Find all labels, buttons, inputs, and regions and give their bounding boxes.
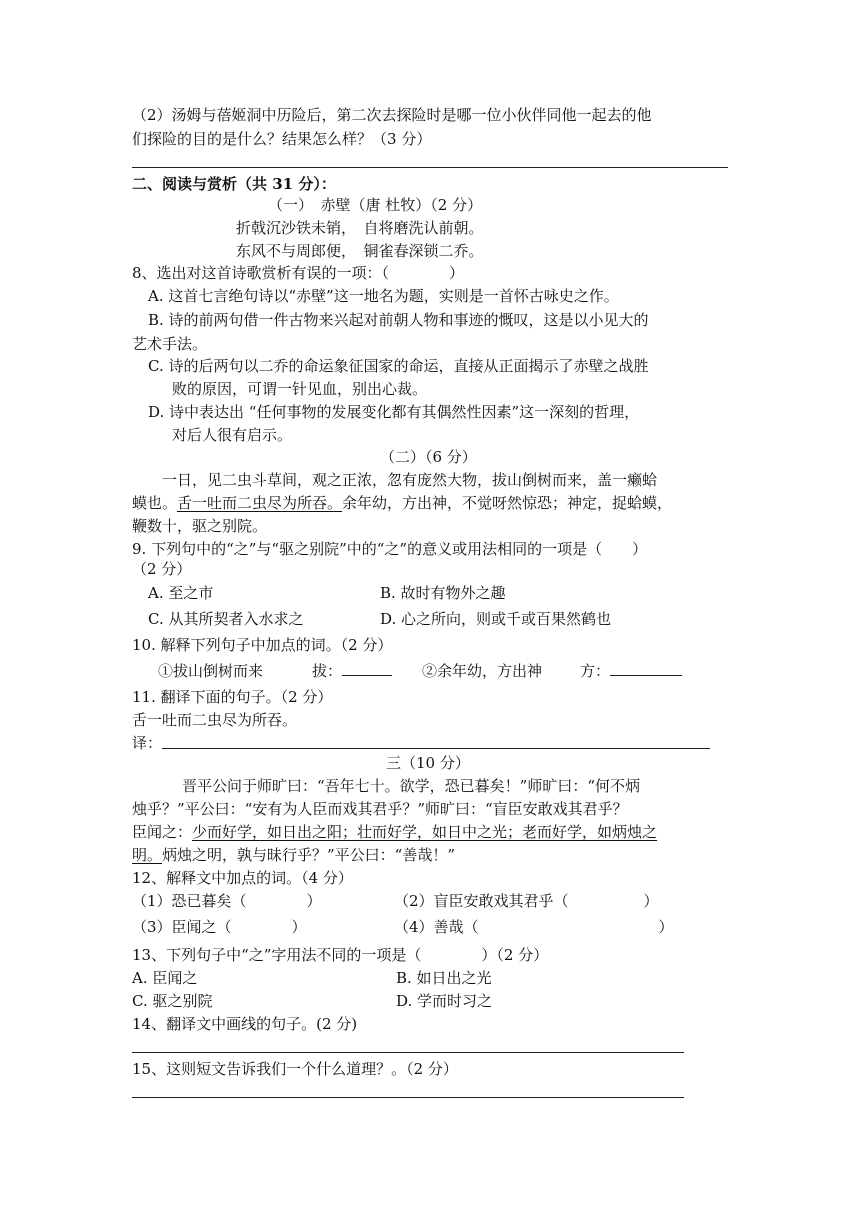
poem-title: （一） 赤壁（唐 杜牧）（2 分） (268, 196, 483, 214)
q10-item-1-answer (312, 660, 392, 682)
q8-option-a: A. 这首七言绝句诗以“赤壁”这一地名为题，实则是一首怀古咏史之作。 (148, 287, 619, 305)
part2-para-1: 一日，见二虫斗草间，观之正浓，忽有庞然大物，拔山倒树而来，盖一癞蛤 (162, 471, 658, 489)
q11-answer-label: 译： (132, 734, 163, 752)
answer-line[interactable] (132, 1097, 684, 1098)
underlined-sentence: 明。 (132, 846, 163, 864)
q12-item-1: （1）恐已暮矣（ ） (132, 892, 322, 910)
q7-2-line1: （2）汤姆与蓓姬洞中历险后，第二次去探险时是哪一位小伙伴同他一起去的他 (132, 106, 652, 124)
answer-line[interactable] (132, 1052, 684, 1053)
q13-option-c: C. 驱之别院 (132, 992, 213, 1010)
part2-para-3: 鞭数十，驱之别院。 (132, 517, 268, 535)
q8-option-c: C. 诗的后两句以二乔的命运象征国家的命运，直接从正面揭示了赤壁之战胜 (148, 357, 649, 375)
q10-stem: 10. 解释下列句子中加点的词。（2 分） (132, 636, 393, 654)
answer-blank[interactable] (342, 661, 392, 676)
q12-item-4: （4）善哉（ ） (394, 918, 674, 936)
q10-item-2-answer (580, 660, 682, 682)
q12-item-2: （2）盲臣安敢戏其君乎（ ） (394, 892, 659, 910)
underlined-sentence: 少而好学，如日出之阳；壮而好学，如日中之光；老而好学，如炳烛之 (192, 823, 658, 841)
q7-2-line2: 们探险的目的是什么？结果怎么样？（3 分） (132, 130, 432, 148)
part3-text: 臣闻之： (132, 823, 193, 841)
q13-option-a: A. 臣闻之 (132, 969, 198, 987)
q12-stem: 12、解释文中加点的词。（4 分） (132, 869, 353, 887)
q14-stem: 14、翻译文中画线的句子。(2 分) (132, 1015, 358, 1033)
q13-option-d: D. 学而时习之 (396, 992, 493, 1010)
q8-option-b: B. 诗的前两句借一件古物来兴起对前朝人物和事迹的慨叹，这是以小见大的 (148, 311, 649, 329)
part3-para-1: 晋平公问于师旷曰：“吾年七十。欲学，恐已暮矣！”师旷曰：“何不炳 (182, 777, 641, 795)
q10-item-2: ②余年幼，方出神 (422, 662, 543, 680)
poem-line-2: 东风不与周郎便， 铜雀春深锁二乔。 (236, 242, 484, 260)
part2-title: （二）（6 分） (380, 448, 477, 466)
answer-label: 拔： (312, 662, 343, 680)
part3-para-3 (132, 821, 657, 843)
q15-stem: 15、这则短文告诉我们一个什么道理？。（2 分） (132, 1060, 458, 1078)
q8-stem: 8、选出对这首诗歌赏析有误的一项：（ ） (132, 264, 465, 282)
q8-option-b-cont: 艺术手法。 (132, 335, 208, 353)
part3-text: 炳烛之明，孰与昧行乎？”平公曰：“善哉！” (162, 846, 456, 864)
answer-label: 方： (580, 662, 611, 680)
answer-line (132, 167, 728, 168)
q10-item-1: ①拔山倒树而来 (158, 662, 264, 680)
part3-title: 三（10 分） (386, 754, 470, 772)
q9-stem: 9. 下列句中的“之”与“驱之别院”中的“之”的意义或用法相同的一项是（ ） (132, 540, 648, 558)
answer-blank[interactable] (610, 661, 682, 676)
q13-stem: 13、下列句子中“之”字用法不同的一项是（ ）（2 分） (132, 946, 549, 964)
q11-sentence: 舌一吐而二虫尽为所吞。 (132, 711, 298, 729)
q8-option-d: D. 诗中表达出 “任何事物的发展变化都有其偶然性因素”这一深刻的哲理， (148, 403, 640, 421)
section-heading: 二、阅读与赏析（共 31 分）： (132, 175, 336, 193)
q13-option-b: B. 如日出之光 (396, 969, 492, 987)
underlined-sentence: 舌一吐而二虫尽为所吞。 (177, 494, 343, 512)
q9-option-b: B. 故时有物外之趣 (380, 584, 506, 602)
q9-score: （2 分） (132, 560, 192, 578)
q12-item-3: （3）臣闻之（ ） (132, 918, 307, 936)
poem-line-1: 折戟沉沙铁未销， 自将磨洗认前朝。 (236, 219, 484, 237)
part2-text: 余年幼，方出神，不觉呀然惊恐；神定，捉蛤蟆， (342, 494, 673, 512)
q8-option-d-cont: 对后人很有启示。 (172, 426, 293, 444)
answer-line[interactable] (162, 748, 710, 749)
q9-option-c: C. 从其所契者入水求之 (148, 610, 304, 628)
part3-para-2: 烛乎？”平公曰：“安有为人臣而戏其君乎？”师旷曰：“盲臣安敢戏其君乎？ (132, 800, 628, 818)
part2-para-2 (132, 492, 672, 514)
q11-stem: 11. 翻译下面的句子。（2 分） (132, 688, 333, 706)
part2-text: 蟆也。 (132, 494, 178, 512)
q8-option-c-cont: 败的原因，可谓一针见血，别出心裁。 (172, 380, 428, 398)
q9-option-a: A. 至之市 (148, 584, 214, 602)
part3-para-4 (132, 844, 455, 866)
q9-option-d: D. 心之所向，则或千或百果然鹤也 (380, 610, 612, 628)
